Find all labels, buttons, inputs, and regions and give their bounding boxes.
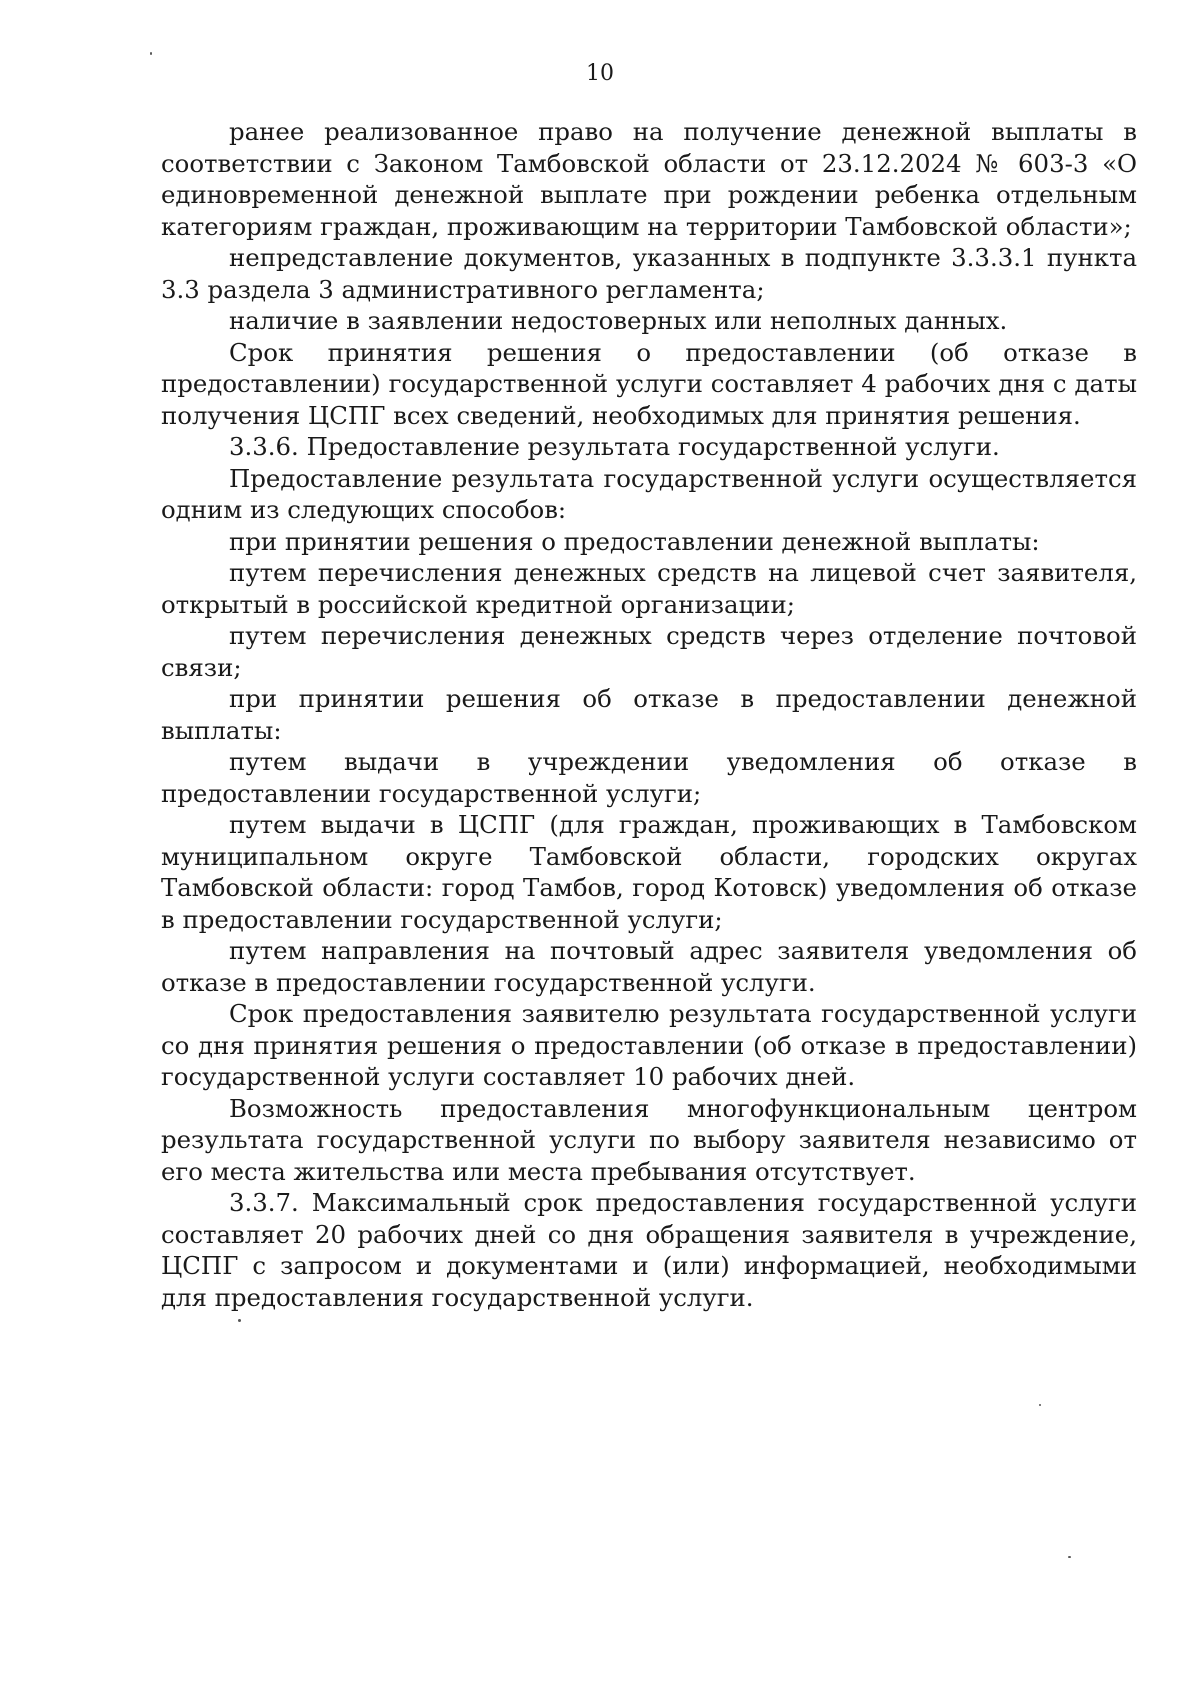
paragraph-12: путем выдачи в ЦСПГ (для граждан, проживающих в Тамбовском муниципальном округе Тамбовской области, городских округах Тамбовской области: город Тамбов, город Котовск) уведомления об отказе в предоставлении государственной услуги;: [161, 810, 1137, 934]
paragraph-14: Срок предоставления заявителю результата государственной услуги со дня принятия решения о предоставлении (об отказе в предоставлении) государственной услуги составляет 10 рабочих дней.: [161, 999, 1137, 1091]
paragraph-11: путем выдачи в учреждении уведомления об отказе в предоставлении государственной услуги;: [161, 747, 1137, 808]
paragraph-6: Предоставление результата государственной услуги осуществляется одним из следующих способов:: [161, 463, 1137, 524]
paragraph-10: при принятии решения об отказе в предоставлении денежной выплаты:: [161, 684, 1137, 745]
scan-speck: [150, 52, 152, 55]
document-body: [161, 116, 1137, 1313]
paragraph-4: Срок принятия решения о предоставлении (об отказе в предоставлении) государственной услуги составляет 4 рабочих дня с даты получения ЦСПГ всех сведений, необходимых для принятия решения.: [161, 337, 1137, 430]
paragraph-13: путем направления на почтовый адрес заявителя уведомления об отказе в предоставлении государственной услуги.: [161, 936, 1137, 997]
section-3-3-7-paragraph: 3.3.7. Максимальный срок предоставления государственной услуги составляет 20 рабочих дней со дня обращения заявителя в учреждение, ЦСПГ с запросом и документами и (или) информацией, необходимыми для предоставления государственной услуги.: [161, 1188, 1137, 1312]
paragraph-8: путем перечисления денежных средств на лицевой счет заявителя, открытый в российской кредитной организации;: [161, 558, 1137, 619]
scan-speck: [1039, 1404, 1041, 1406]
section-3-3-6-heading: 3.3.6. Предоставление результата государственной услуги.: [229, 432, 1000, 461]
scan-speck: [1068, 1556, 1071, 1558]
paragraph-15: Возможность предоставления многофункциональным центром результата государственной услуги по выбору заявителя независимо от его места жительства или места пребывания отсутствует.: [161, 1093, 1137, 1186]
paragraph-9: путем перечисления денежных средств через отделение почтовой связи;: [161, 621, 1137, 682]
page-number: 10: [586, 61, 614, 86]
paragraph-7: при принятии решения о предоставлении денежной выплаты:: [229, 526, 1040, 556]
paragraph-1: ранее реализованное право на получение денежной выплаты в соответствии с Законом Тамбовской области от 23.12.2024 № 603-3 «О единовременной денежной выплате при рождении ребенка отдельным категориям граждан, проживающим на территории Тамбовской области»;: [161, 117, 1137, 241]
scan-speck: [238, 1319, 241, 1322]
paragraph-3: наличие в заявлении недостоверных или неполных данных.: [229, 306, 1008, 335]
paragraph-2: непредставление документов, указанных в подпункте 3.3.3.1 пункта 3.3 раздела 3 административного регламента;: [161, 243, 1137, 304]
